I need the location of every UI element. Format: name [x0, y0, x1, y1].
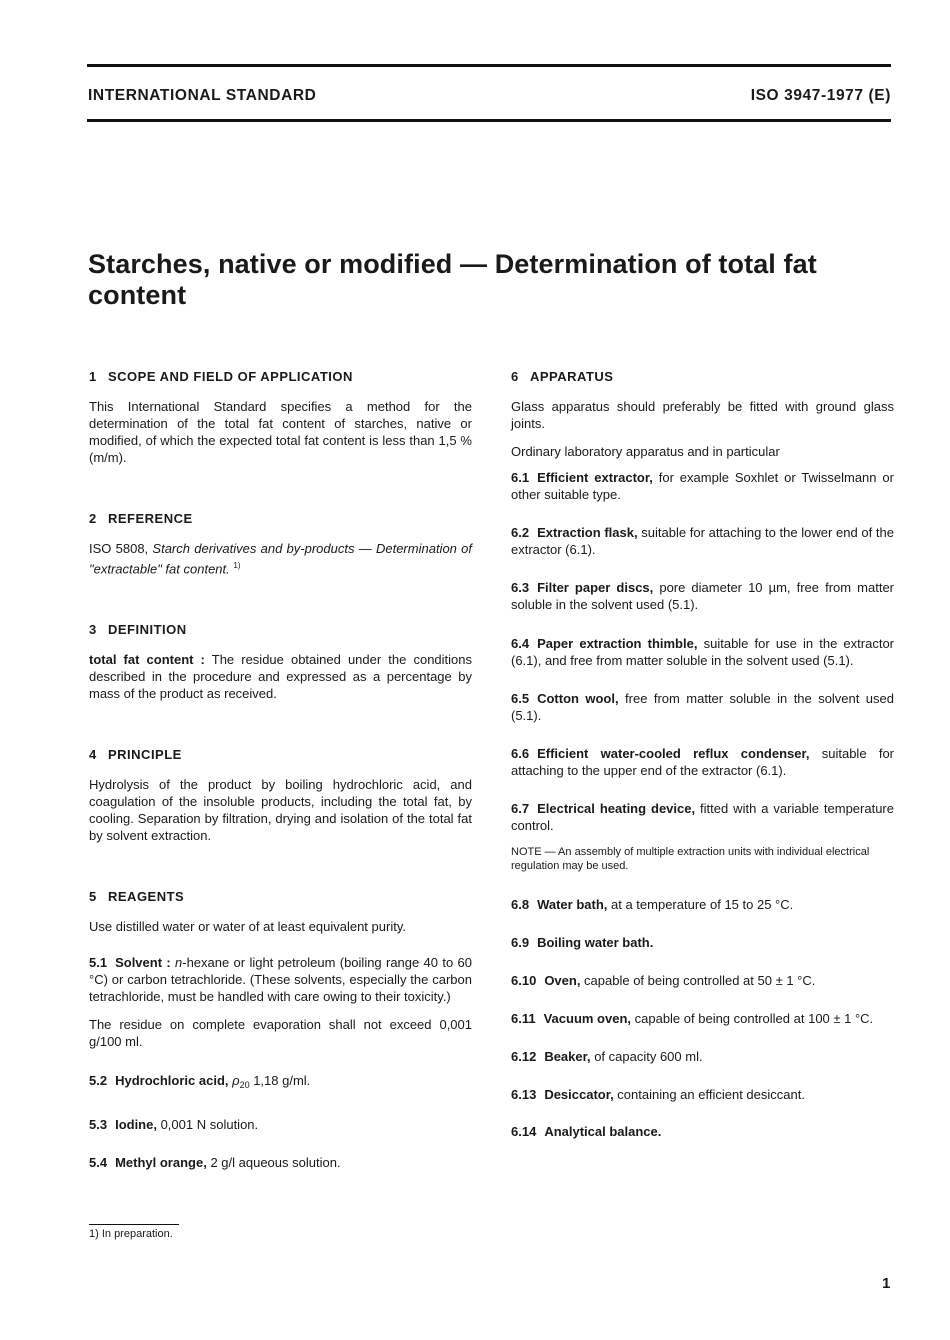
item-6-4: 6.4 Paper extraction thimble, suitable for use in the extractor (6.1), and free from matter soluble in the solvent used (5.1).	[511, 636, 895, 668]
item-6-8: 6.8 Water bath, at a temperature of 15 to 25 °C.	[511, 897, 794, 912]
header-rule	[87, 119, 891, 122]
right-column	[511, 368, 894, 1140]
footnote: 1) In preparation.	[89, 1228, 173, 1240]
section-3-heading: 3 DEFINITION	[89, 622, 187, 638]
section-4-text: Hydrolysis of the product by boiling hydrochloric acid, and coagulation of the insoluble products, including the total fat, by cooling. Separation by filtration, drying and isolation of the total fat by solvent extraction.	[89, 777, 472, 844]
item-5-2: 5.2 Hydrochloric acid, $\rho_{20}$ 1,18 g/ml.	[89, 1073, 311, 1091]
section-3-text: total fat content : The residue obtained under the conditions described in the procedure and expressed as a percentage by mass of the product as received.	[89, 652, 472, 702]
section-2-text: ISO 5808, Starch derivatives and by-products — Determination of "extractable" fat content. $^{1)}$	[89, 541, 472, 577]
item-5-4: 5.4 Methyl orange, 2 g/l aqueous solution.	[89, 1155, 341, 1171]
item-6-10: 6.10 Oven, capable of being controlled at 50 ± 1 °C.	[511, 973, 816, 988]
item-6-2: 6.2 Extraction flask, suitable for attaching to the lower end of the extractor (6.1).	[511, 525, 894, 557]
apparatus-note: NOTE — An assembly of multiple extraction units with individual electrical regulation may be used.	[511, 846, 870, 872]
item-6-5: 6.5 Cotton wool, free from matter soluble in the solvent used (5.1).	[511, 691, 894, 723]
section-2-heading: 2 REFERENCE	[89, 511, 193, 526]
item-6-14: 6.14 Analytical balance.	[511, 1124, 662, 1139]
section-6-heading: 6 APPARATUS	[511, 369, 614, 384]
header-right: ISO 3947-1977 (E)	[750, 87, 891, 104]
item-6-1: 6.1 Efficient extractor, for example Soxhlet or Twisselmann or other suitable type.	[511, 470, 894, 502]
item-6-7: 6.7 Electrical heating device, fitted with a variable temperature control.	[511, 801, 894, 833]
section-1-text: This International Standard specifies a method for the determination of the total fat content of starches, native or modified, of which the expected total fat content is less than 1,5 % (m/m).	[89, 399, 472, 465]
item-5-1-residue: The residue on complete evaporation shall not exceed 0,001 g/100 ml.	[89, 1017, 472, 1050]
section-5-heading: 5 REAGENTS	[89, 889, 185, 905]
section-4-heading: 4 PRINCIPLE	[89, 747, 182, 763]
item-6-3: 6.3 Filter paper discs, pore diameter 10 µm, free from matter soluble in the solvent used (5.1).	[511, 580, 894, 612]
item-6-13: 6.13 Desiccator, containing an efficient desiccant.	[511, 1087, 805, 1102]
document-title: Starches, native or modified — Determination of total fat content	[88, 249, 817, 310]
section-6-intro-2: Ordinary laboratory apparatus and in particular	[511, 444, 780, 459]
item-6-11: 6.11 Vacuum oven, capable of being controlled at 100 ± 1 °C.	[511, 1011, 874, 1026]
top-rule	[87, 64, 891, 67]
section-5-intro: Use distilled water or water of at least equivalent purity.	[89, 919, 406, 935]
item-5-1: 5.1 Solvent : n-hexane or light petroleum (boiling range 40 to 60 °C) or carbon tetrachloride. (These solvents, especially the carbon tetrachloride, must be handled with care owing to their toxicity.)	[89, 955, 472, 1005]
item-6-6: 6.6 Efficient water-cooled reflux condenser, suitable for attaching to the upper end of the extractor (6.1).	[511, 746, 895, 778]
item-6-12: 6.12 Beaker, of capacity 600 ml.	[511, 1049, 703, 1064]
footnote-rule	[89, 1224, 179, 1225]
page-number: 1	[882, 1275, 891, 1292]
section-6-intro-1: Glass apparatus should preferably be fitted with ground glass joints.	[511, 399, 894, 431]
item-5-3: 5.3 Iodine, 0,001 N solution.	[89, 1117, 259, 1133]
section-1-heading: 1 SCOPE AND FIELD OF APPLICATION	[89, 369, 353, 384]
left-column	[89, 368, 472, 1171]
header-left: INTERNATIONAL STANDARD	[88, 87, 317, 104]
item-6-9: 6.9 Boiling water bath.	[511, 935, 654, 950]
